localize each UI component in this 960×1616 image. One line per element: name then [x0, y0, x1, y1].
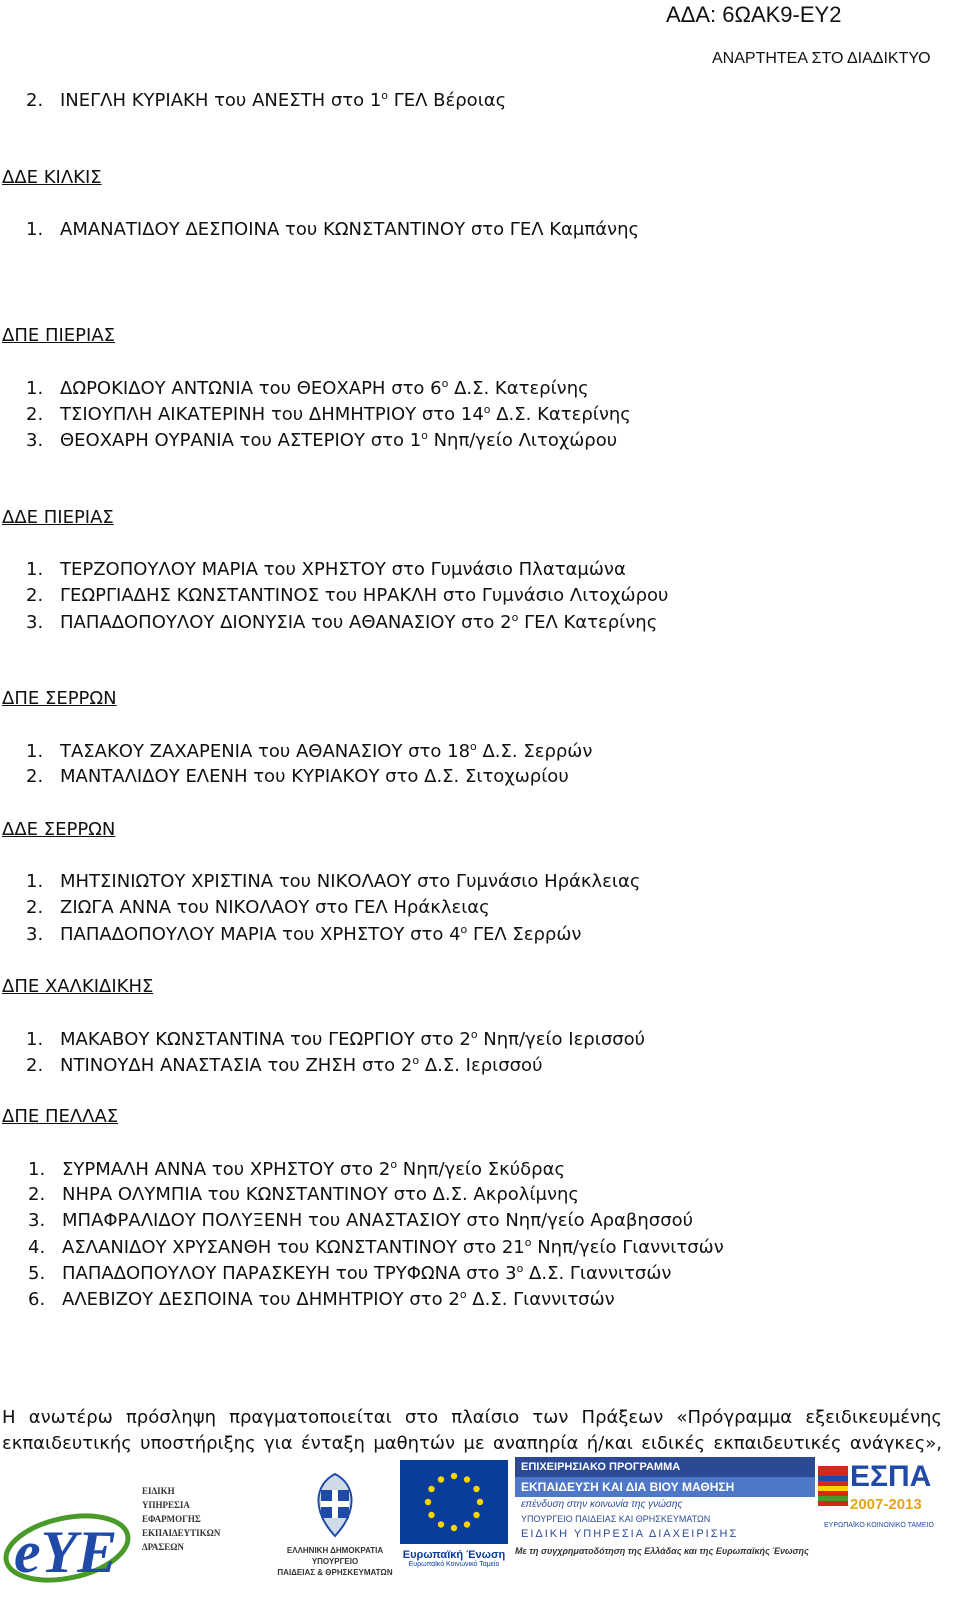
item-text: ΘΕΟΧΑΡΗ ΟΥΡΑΝΙΑ του ΑΣΤΕΡΙΟΥ στο $1^o$ Νηπ/γείο Λιτοχώρου [60, 429, 618, 451]
item-number: 2. [28, 1184, 46, 1205]
item-text: ΠΑΠΑΔΟΠΟΥΛΟΥ ΜΑΡΙΑ του ΧΡΗΣΤΟΥ στο $4^o$ ΓΕΛ Σερρών [60, 923, 582, 945]
item-text: ΑΛΕΒΙΖΟΥ ΔΕΣΠΟΙΝΑ του ΔΗΜΗΤΡΙΟΥ στο $2^o$ Δ.Σ. Γιαννιτσών [62, 1288, 615, 1310]
item-text: ΠΑΠΑΔΟΠΟΥΛΟΥ ΠΑΡΑΣΚΕΥΗ του ΤΡΥΦΩΝΑ στο $3^o$ Δ.Σ. Γιαννιτσών [62, 1262, 672, 1284]
item-text: ΓΕΩΡΓΙΑΔΗΣ ΚΩΝΣΤΑΝΤΙΝΟΣ του ΗΡΑΚΛΗ στο Γυμνάσιο Λιτοχώρου [60, 585, 669, 606]
section-heading: ΔΠΕ ΧΑΛΚΙΔΙΚΗΣ [2, 976, 154, 997]
item-number: 2. [26, 1055, 44, 1076]
item-text: ΜΑΚΑΒΟΥ ΚΩΝΣΤΑΝΤΙΝΑ του ΓΕΩΡΓΙΟΥ στο $2^o$ Νηπ/γείο Ιερισσού [60, 1028, 646, 1050]
item-text: ΤΣΙΟΥΠΛΗ ΑΙΚΑΤΕΡΙΝΗ του ΔΗΜΗΤΡΙΟΥ στο $14^o$ Δ.Σ. Κατερίνης [60, 403, 631, 425]
item-number: 2. [26, 585, 44, 606]
eye-text-line: ΕΦΑΡΜΟΓΗΣ [142, 1514, 201, 1524]
eu-star-icon [428, 1512, 434, 1518]
item-number: 5. [28, 1263, 46, 1284]
list-item [28, 1158, 565, 1180]
item-number: 2. [26, 404, 44, 425]
list-item [26, 871, 640, 892]
section-heading: ΔΔΕ ΚΙΛΚΙΣ [2, 167, 102, 188]
item-text: ΙΝΕΓΛΗ ΚΥΡΙΑΚΗ του ΑΝΕΣΤΗ στο $1^o$ ΓΕΛ Βέροιας [60, 89, 507, 111]
item-number: 2. [26, 90, 44, 111]
eu-star-icon [438, 1476, 444, 1482]
list-item [26, 1028, 645, 1050]
item-text: ΠΑΠΑΔΟΠΟΥΛΟΥ ΔΙΟΝΥΣΙΑ του ΑΘΑΝΑΣΙΟΥ στο $2^o$ ΓΕΛ Κατερίνης [60, 611, 658, 633]
epeaek-agency: ΕΙΔΙΚΗ ΥΠΗΡΕΣΙΑ ΔΙΑΧΕΙΡΙΣΗΣ [521, 1528, 739, 1540]
section-heading: ΔΔΕ ΠΙΕΡΙΑΣ [2, 507, 114, 528]
eye-letters: eYE [14, 1519, 118, 1585]
epeaek-motto: επένδυση στην κοινωνία της γνώσης [521, 1499, 683, 1510]
list-item [26, 377, 589, 399]
eu-star-icon [438, 1521, 444, 1527]
espa-flag-icon [818, 1466, 848, 1506]
greek-emblem-icon [305, 1470, 365, 1540]
item-number: 2. [26, 897, 44, 918]
eu-text-line: Ευρωπαϊκό Κοινωνικό Ταμείο [408, 1561, 500, 1568]
list-item [26, 403, 631, 425]
item-text: ΤΑΣΑΚΟΥ ΖΑΧΑΡΕΝΙΑ του ΑΘΑΝΑΣΙΟΥ στο $18^o$ Δ.Σ. Σερρών [60, 740, 593, 762]
item-number: 1. [26, 559, 44, 580]
list-item [28, 1184, 579, 1205]
item-number: 1. [26, 741, 44, 762]
eu-text-block [398, 1549, 510, 1568]
ministry-text-block [270, 1545, 400, 1578]
item-number: 4. [28, 1237, 46, 1258]
item-number: 3. [28, 1210, 46, 1231]
eu-star-icon [473, 1512, 479, 1518]
item-text: ΤΕΡΖΟΠΟΥΛΟΥ ΜΑΡΙΑ του ΧΡΗΣΤΟΥ στο Γυμνάσιο Πλαταμώνα [60, 559, 626, 580]
funding-logos-bar [0, 1460, 960, 1616]
item-number: 1. [26, 219, 44, 240]
eye-text-line: ΔΡΑΣΕΩΝ [142, 1542, 184, 1552]
eye-text-block [142, 1484, 220, 1554]
eye-text-line: ΕΚΠΑΙΔΕΥΤΙΚΩΝ [142, 1528, 221, 1538]
item-text: ΑΣΛΑΝΙΔΟΥ ΧΡΥΣΑΝΘΗ του ΚΩΝΣΤΑΝΤΙΝΟΥ στο $21^o$ Νηπ/γείο Γιαννιτσών [62, 1236, 724, 1258]
eye-text-line: ΕΙΔΙΚΗ [142, 1486, 175, 1496]
ada-code: ΑΔΑ: 6ΩΑΚ9-ΕΥ2 [666, 2, 842, 27]
item-number: 6. [28, 1289, 46, 1310]
cofunding-note: Με τη συγχρηματοδότηση της Ελλάδας και της Ευρωπαϊκής Ένωσης [515, 1546, 809, 1556]
section-heading: ΔΠΕ ΠΙΕΡΙΑΣ [2, 325, 116, 346]
eu-flag-icon [400, 1460, 508, 1544]
section-heading: ΔΠΕ ΣΕΡΡΩΝ [2, 688, 117, 709]
eye-logo-icon [2, 1490, 142, 1590]
list-item [26, 611, 657, 633]
item-text: ΑΜΑΝΑΤΙΔΟΥ ΔΕΣΠΟΙΝΑ του ΚΩΝΣΤΑΝΤΙΝΟΥ στο ΓΕΛ Καμπάνης [60, 219, 640, 240]
epeaek-title: ΕΠΙΧΕΙΡΗΣΙΑΚΟ ΠΡΟΓΡΑΜΜΑ [515, 1457, 815, 1477]
item-text: ΜΗΤΣΙΝΙΩΤΟΥ ΧΡΙΣΤΙΝΑ του ΝΙΚΟΛΑΟΥ στο Γυμνάσιο Ηράκλειας [60, 871, 641, 892]
eye-logo [2, 1486, 264, 1616]
list-item [26, 559, 626, 580]
section-heading: ΔΠΕ ΠΕΛΛΑΣ [2, 1106, 119, 1127]
item-number: 1. [26, 871, 44, 892]
list-item [26, 219, 639, 240]
section-heading: ΔΔΕ ΣΕΡΡΩΝ [2, 819, 116, 840]
eu-star-icon [473, 1486, 479, 1492]
list-item [26, 740, 592, 762]
eu-star-icon [451, 1525, 457, 1531]
eu-star-icon [451, 1473, 457, 1479]
eye-text-line: ΥΠΗΡΕΣΙΑ [142, 1500, 190, 1510]
ministry-text-line: ΥΠΟΥΡΓΕΙΟ [311, 1557, 359, 1566]
item-number: 3. [26, 430, 44, 451]
espa-years: 2007-2013 [850, 1496, 922, 1513]
list-item [28, 1210, 693, 1231]
espa-logo [818, 1460, 960, 1580]
epeaek-logo [515, 1457, 815, 1612]
eu-text-line: Ευρωπαϊκή Ένωση [402, 1549, 506, 1561]
eu-star-icon [477, 1499, 483, 1505]
item-number: 1. [26, 1029, 44, 1050]
list-item [26, 585, 668, 606]
item-number: 1. [26, 378, 44, 399]
posting-note: ΑΝΑΡΤΗΤΕΑ ΣΤΟ ΔΙΑΔΙΚΤΥΟ [712, 50, 931, 67]
item-text: ΝΗΡΑ ΟΛΥΜΠΙΑ του ΚΩΝΣΤΑΝΤΙΝΟΥ στο Δ.Σ. Ακρολίμνης [62, 1184, 579, 1205]
espa-title: ΕΣΠΑ [850, 1460, 932, 1493]
ministry-logo [270, 1470, 400, 1610]
item-number: 3. [26, 924, 44, 945]
item-text: ΜΠΑΦΡΑΛΙΔΟΥ ΠΟΛΥΞΕΝΗ του ΑΝΑΣΤΑΣΙΟΥ στο Νηπ/γείο Αραβησσού [62, 1210, 694, 1231]
list-item [26, 923, 582, 945]
ministry-text-line: ΕΛΛΗΝΙΚΗ ΔΗΜΟΚΡΑΤΙΑ [286, 1546, 384, 1555]
item-number: 2. [26, 766, 44, 787]
item-number: 1. [28, 1159, 46, 1180]
closing-paragraph: Η ανωτέρω πρόσληψη πραγματοποιείται στο πλαίσιο των Πράξεων «Πρόγραμμα εξειδικευμένης εκπαιδευτικής υποστήριξης για ένταξη μαθητών με αναπηρία ή/και ειδικές εκπαιδευτικές ανάγκες», [2, 1407, 942, 1454]
list-item [26, 897, 490, 918]
item-text: ΣΥΡΜΑΛΗ ΑΝΝΑ του ΧΡΗΣΤΟΥ στο $2^o$ Νηπ/γείο Σκύδρας [62, 1158, 566, 1180]
item-text: ΖΙΩΓΑ ΑΝΝΑ του ΝΙΚΟΛΑΟΥ στο ΓΕΛ Ηράκλειας [60, 897, 490, 918]
ministry-text-line: ΠΑΙΔΕΙΑΣ & ΘΡΗΣΚΕΥΜΑΤΩΝ [277, 1568, 393, 1577]
epeaek-subtitle: ΕΚΠΑΙΔΕΥΣΗ ΚΑΙ ΔΙΑ ΒΙΟΥ ΜΑΘΗΣΗ [515, 1477, 815, 1497]
eu-star-icon [464, 1476, 470, 1482]
list-item [28, 1288, 615, 1310]
eu-star-icon [464, 1521, 470, 1527]
list-item [28, 1262, 671, 1284]
espa-fund: ΕΥΡΩΠΑΪΚΟ ΚΟΙΝΩΝΙΚΟ ΤΑΜΕΙΟ [824, 1522, 934, 1529]
eu-logo [398, 1460, 510, 1610]
item-text: ΝΤΙΝΟΥΔΗ ΑΝΑΣΤΑΣΙΑ του ΖΗΣΗ στο $2^o$ Δ.Σ. Ιερισσού [60, 1054, 543, 1076]
list-item [26, 1054, 542, 1076]
item-text: ΔΩΡΟΚΙΔΟΥ ΑΝΤΩΝΙΑ του ΘΕΟΧΑΡΗ στο $6^o$ Δ.Σ. Κατερίνης [60, 377, 589, 399]
eu-star-icon [425, 1499, 431, 1505]
item-text: ΜΑΝΤΑΛΙΔΟΥ ΕΛΕΝΗ του ΚΥΡΙΑΚΟΥ στο Δ.Σ. Σιτοχωρίου [60, 766, 569, 787]
list-item [26, 766, 569, 787]
item-number: 3. [26, 612, 44, 633]
eu-star-icon [428, 1486, 434, 1492]
epeaek-ministry: ΥΠΟΥΡΓΕΙΟ ΠΑΙΔΕΙΑΣ ΚΑΙ ΘΡΗΣΚΕΥΜΑΤΩΝ [521, 1514, 711, 1524]
list-item [26, 89, 506, 111]
list-item [28, 1236, 724, 1258]
list-item [26, 429, 617, 451]
